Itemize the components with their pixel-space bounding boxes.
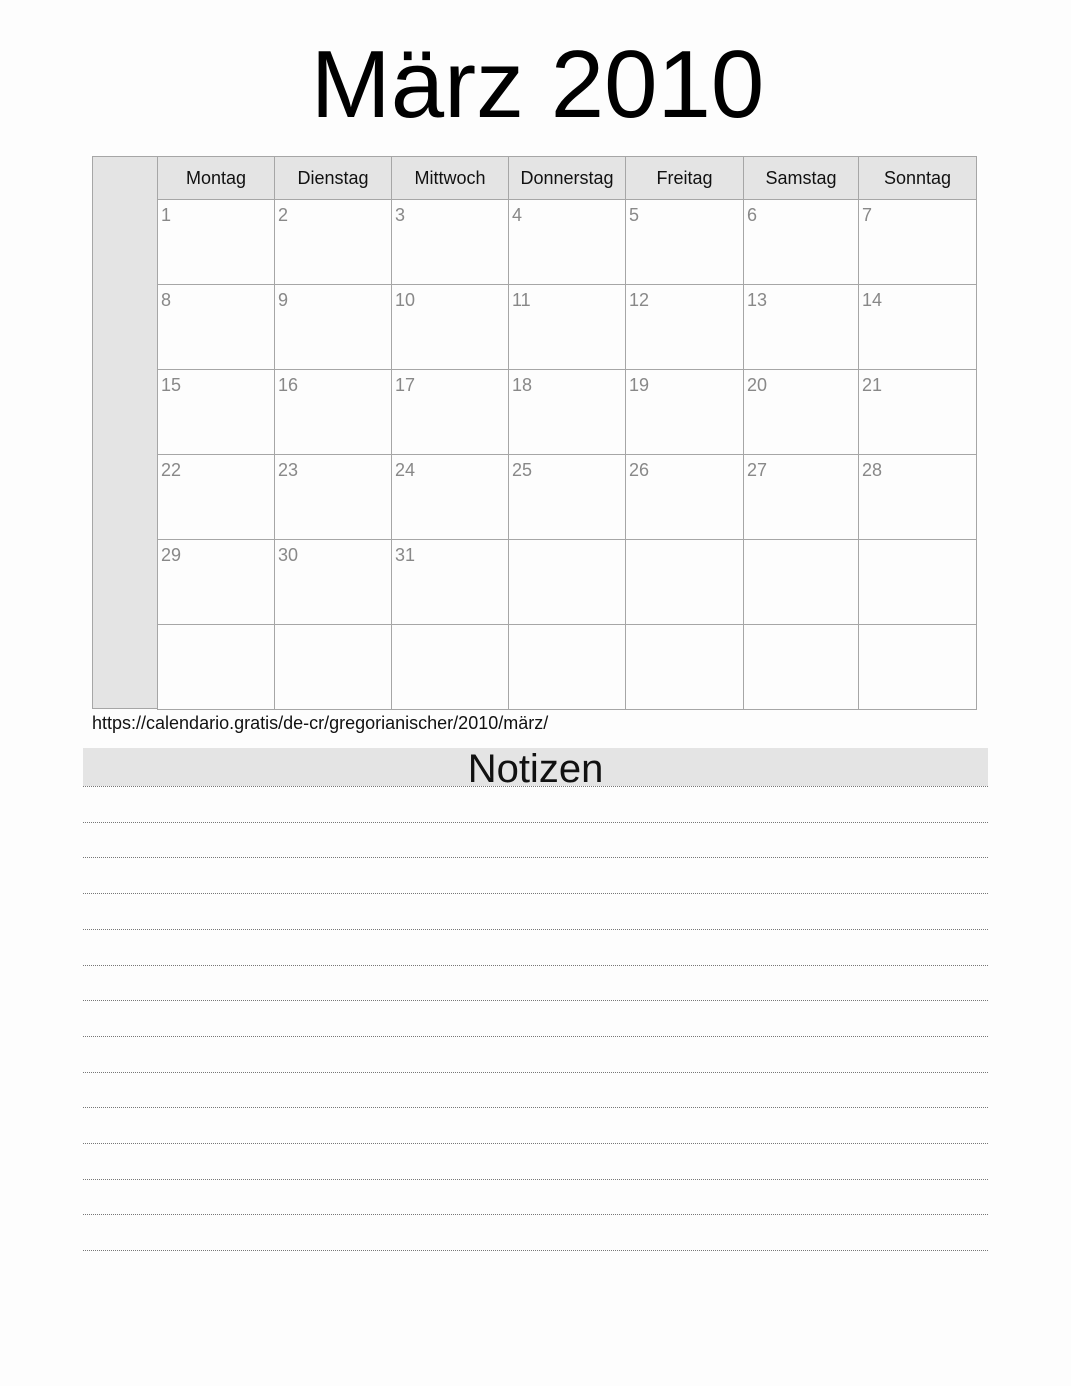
day-number: 24 <box>395 460 416 480</box>
week-row <box>158 540 977 625</box>
day-cell <box>626 200 744 285</box>
day-cell <box>158 455 275 540</box>
day-cell <box>275 540 392 625</box>
day-cell <box>626 540 744 625</box>
day-cell <box>392 285 509 370</box>
note-line <box>83 1250 988 1251</box>
day-cell <box>859 285 977 370</box>
day-cell <box>509 540 626 625</box>
day-number <box>859 540 976 545</box>
note-line <box>83 1143 988 1144</box>
weekday-header: Donnerstag <box>509 157 626 200</box>
weekday-header: Montag <box>158 157 275 200</box>
day-cell <box>626 625 744 710</box>
day-cell <box>509 455 626 540</box>
day-cell <box>744 455 859 540</box>
day-number: 20 <box>747 375 768 395</box>
day-cell <box>158 285 275 370</box>
day-number: 17 <box>395 375 416 395</box>
day-number <box>275 625 391 630</box>
day-number: 13 <box>747 290 768 310</box>
day-cell <box>158 370 275 455</box>
day-cell <box>392 370 509 455</box>
day-number: 14 <box>862 290 883 310</box>
note-line <box>83 893 988 894</box>
day-cell <box>744 625 859 710</box>
notes-title: Notizen <box>467 747 604 791</box>
day-number: 2 <box>278 205 289 225</box>
day-cell <box>509 200 626 285</box>
day-number: 22 <box>161 460 182 480</box>
day-number: 31 <box>395 545 416 565</box>
day-number <box>509 625 625 630</box>
day-number: 25 <box>512 460 533 480</box>
day-number <box>744 625 858 630</box>
note-line <box>83 965 988 966</box>
day-number: 16 <box>278 375 299 395</box>
day-cell <box>859 200 977 285</box>
weekday-header: Sonntag <box>859 157 977 200</box>
day-number <box>509 540 625 545</box>
note-line <box>83 1107 988 1108</box>
day-number <box>158 625 274 630</box>
week-row <box>158 625 977 710</box>
day-cell <box>859 455 977 540</box>
day-cell <box>158 200 275 285</box>
day-cell <box>626 370 744 455</box>
day-cell <box>859 625 977 710</box>
day-cell <box>859 540 977 625</box>
day-cell <box>275 625 392 710</box>
page-title: März 2010 <box>310 31 765 138</box>
note-line <box>83 1000 988 1001</box>
day-number: 23 <box>278 460 299 480</box>
day-number: 12 <box>629 290 650 310</box>
day-cell <box>744 200 859 285</box>
day-number: 29 <box>161 545 182 565</box>
day-number: 6 <box>747 205 758 225</box>
source-url: https://calendario.gratis/de-cr/gregorianischer/2010/märz/ <box>92 713 549 733</box>
day-cell <box>158 540 275 625</box>
week-number-column <box>92 156 157 709</box>
day-number: 3 <box>395 205 406 225</box>
day-number <box>859 625 976 630</box>
day-cell <box>744 540 859 625</box>
day-cell <box>859 370 977 455</box>
day-cell <box>744 285 859 370</box>
day-cell <box>275 285 392 370</box>
day-cell <box>626 455 744 540</box>
day-cell <box>275 370 392 455</box>
day-number: 10 <box>395 290 416 310</box>
day-number: 28 <box>862 460 883 480</box>
day-cell <box>392 455 509 540</box>
week-row <box>158 285 977 370</box>
day-number: 4 <box>512 205 523 225</box>
day-cell <box>392 540 509 625</box>
note-line <box>83 1072 988 1073</box>
day-cell <box>392 625 509 710</box>
day-cell <box>509 625 626 710</box>
day-cell <box>158 625 275 710</box>
week-row <box>158 200 977 285</box>
day-cell <box>275 200 392 285</box>
day-number: 26 <box>629 460 650 480</box>
weekday-header: Freitag <box>626 157 744 200</box>
week-row <box>158 370 977 455</box>
day-number <box>626 625 743 630</box>
day-number: 30 <box>278 545 299 565</box>
note-line <box>83 857 988 858</box>
day-number: 27 <box>747 460 768 480</box>
day-number: 7 <box>862 205 873 225</box>
day-number: 9 <box>278 290 289 310</box>
day-number <box>744 540 858 545</box>
note-line <box>83 1179 988 1180</box>
note-line <box>83 1214 988 1215</box>
note-line <box>83 929 988 930</box>
day-number: 21 <box>862 375 883 395</box>
day-number: 11 <box>512 290 531 310</box>
note-line <box>83 822 988 823</box>
day-number: 15 <box>161 375 182 395</box>
day-number <box>626 540 743 545</box>
weekday-header: Mittwoch <box>392 157 509 200</box>
weekday-header: Samstag <box>744 157 859 200</box>
day-number: 5 <box>629 205 640 225</box>
weekday-header: Dienstag <box>275 157 392 200</box>
note-line <box>83 786 988 787</box>
day-cell <box>626 285 744 370</box>
day-cell <box>509 285 626 370</box>
week-row <box>158 455 977 540</box>
day-number: 8 <box>161 290 172 310</box>
day-number <box>392 625 508 630</box>
day-cell <box>392 200 509 285</box>
day-cell <box>275 455 392 540</box>
note-line <box>83 1036 988 1037</box>
day-cell <box>744 370 859 455</box>
day-number: 18 <box>512 375 533 395</box>
weekday-header-row <box>158 157 977 200</box>
day-number: 19 <box>629 375 650 395</box>
day-number: 1 <box>161 205 172 225</box>
calendar-grid <box>157 156 977 710</box>
day-cell <box>509 370 626 455</box>
